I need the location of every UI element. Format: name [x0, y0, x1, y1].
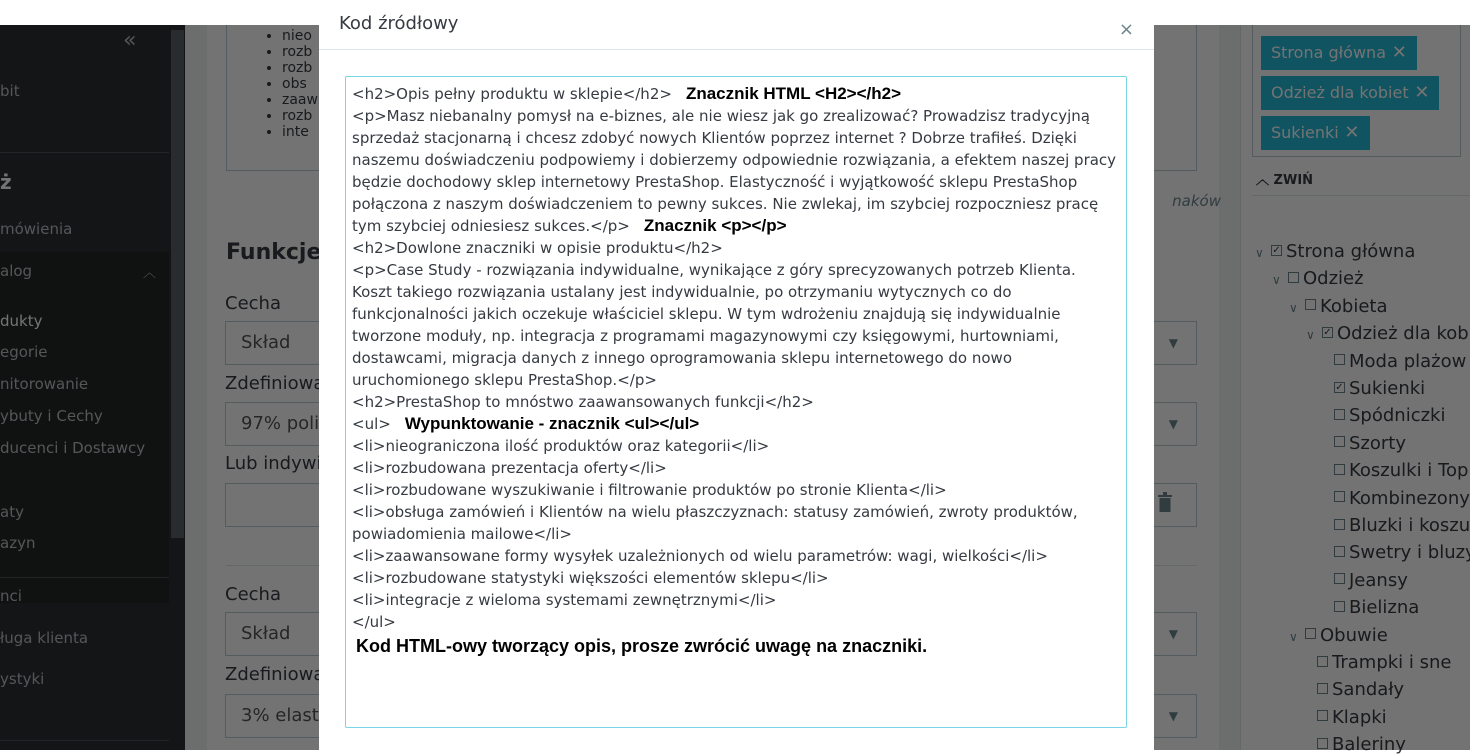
code-text: </ul>	[352, 613, 396, 631]
code-text: <h2>Dowlone znaczniki w opisie produktu</h2>	[352, 239, 723, 257]
annotation-footnote: Kod HTML-owy tworzący opis, prosze zwrócić uwagę na znaczniki.	[356, 636, 928, 656]
code-text: <h2>Opis pełny produktu w sklepie</h2>	[352, 85, 672, 103]
code-text: <p>Masz niebanalny pomysł na e-biznes, ale nie wiesz jak go zrealizować? Prowadzisz tradycyjną sprzedaż stacjonarną i chcesz zdobyć nowych Klientów poprzez internet ? Dobrze trafiłeś. Dzięki naszemu doświadczeniu podpowiemy i dobierzemy odpowiednie rozwiązania, a efektem naszej pracy będzie dochodowy sklep internetowy PrestaShop. Elastyczność i wyjątkowość sklepu PrestaShop połączona z naszym doświadczeniem to pewny sukces. Nie zwlekaj, im szybciej rozpoczniesz pracę tym szybciej odniesiesz sukces.</p>	[352, 107, 1121, 235]
source-code-line	[352, 611, 1120, 633]
annotation-label: Wypunktowanie - znacznik <ul></ul>	[404, 414, 700, 433]
code-text: <li>rozbudowane wyszukiwanie i filtrowanie produktów po stronie Klienta</li>	[352, 481, 947, 499]
source-code-line	[352, 457, 1120, 479]
source-code-modal	[319, 13, 1154, 750]
source-code-line	[352, 391, 1120, 413]
code-text: <p>Case Study - rozwiązania indywidualne, wynikające z góry sprecyzowanych potrzeb Klienta. Koszt takiego rozwiązania ustalany jest indywidualnie, po otrzymaniu wytycznych co do funkcjonalności jakich oczekuje właściciel sklepu. W tym wdrożeniu znajdują się indywidualnie tworzone moduły, np. integracja z programami magazynowymi czy księgowymi, hurtowniami, dostawcami, migracja danych z innego oprogramowania sklepu internetowego do nowo uruchomionego sklepu PrestaShop.</p>	[352, 261, 1081, 389]
code-text: <li>obsługa zamówień i Klientów na wielu płaszczyznach: statusy zamówień, zwroty produktów, powiadomienia mailowe</li>	[352, 503, 1083, 543]
source-code-textarea[interactable]	[345, 76, 1127, 728]
code-text: <li>nieograniczona ilość produktów oraz kategorii</li>	[352, 437, 770, 455]
source-code-line	[352, 105, 1120, 237]
source-code-line	[352, 259, 1120, 391]
source-code-line	[352, 589, 1120, 611]
source-code-line	[352, 567, 1120, 589]
annotation-label: Znacznik <p></p>	[643, 216, 787, 235]
annotation-label: Znacznik HTML <H2></h2>	[685, 84, 902, 103]
code-text: <li>rozbudowane statystyki większości elementów sklepu</li>	[352, 569, 829, 587]
source-code-line	[352, 501, 1120, 545]
source-code-line	[352, 435, 1120, 457]
source-code-line	[352, 479, 1120, 501]
source-code-line	[352, 545, 1120, 567]
code-text: <ul>	[352, 415, 391, 433]
source-code-line	[352, 413, 1120, 435]
top-bar	[0, 0, 1470, 25]
code-text: <li>rozbudowana prezentacja oferty</li>	[352, 459, 667, 477]
modal-title: Kod źródłowy	[339, 13, 459, 34]
modal-header-divider	[319, 49, 1154, 50]
code-text: <li>integracje z wieloma systemami zewnętrznymi</li>	[352, 591, 777, 609]
code-text: <h2>PrestaShop to mnóstwo zaawansowanych funkcji</h2>	[352, 393, 814, 411]
code-text: <li>zaawansowane formy wysyłek uzależnionych od wielu parametrów: wagi, wielkości</li>	[352, 547, 1048, 565]
source-code-line	[352, 83, 1120, 105]
source-code-line	[352, 237, 1120, 259]
close-icon[interactable]: ×	[1118, 19, 1134, 40]
